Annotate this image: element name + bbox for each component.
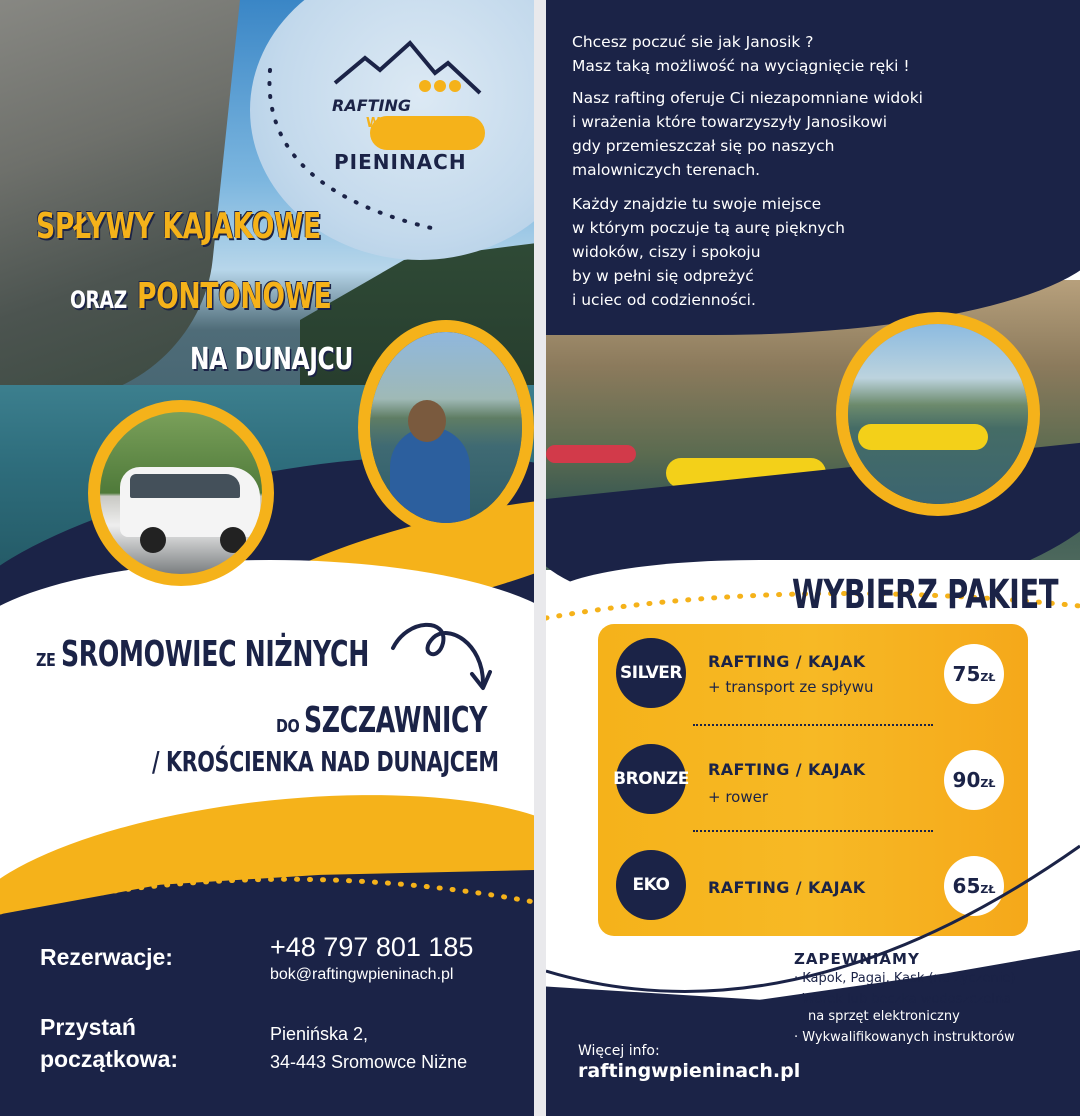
address-line2: 34-443 Sromowce Niżne xyxy=(270,1052,468,1072)
tier-badge-silver: SILVER xyxy=(616,638,686,708)
intro-text-line: malowniczych terenach. xyxy=(572,161,761,179)
intro-text-line: Chcesz poczuć sie jak Janosik ? xyxy=(572,33,814,51)
package-extra: + rower xyxy=(708,788,769,806)
guarantee-item-text: Kapok, Pagaj, Kask (na życzenie) xyxy=(802,971,1016,986)
price-badge-silver xyxy=(944,644,1004,704)
intro-paragraph-3 xyxy=(572,192,845,312)
logo-text-pieninach: PIENINACH xyxy=(334,150,467,174)
email-link[interactable]: bok@raftingwpieninach.pl xyxy=(270,966,454,983)
intro-text-line: widoków, ciszy i spokoju xyxy=(572,243,761,261)
headline-line3: NA DUNAJCU xyxy=(190,342,353,377)
packages-title: WYBIERZ PAKIET xyxy=(792,572,1059,618)
guarantee-item-continued: na sprzęt elektroniczny xyxy=(808,1009,960,1024)
guarantee-item: · Worek lub beczka wodoszczelna xyxy=(794,992,1012,1007)
footer-curve-line xyxy=(546,836,1080,1016)
intro-paragraph-2 xyxy=(572,86,923,182)
route-to-prefix: DO xyxy=(276,716,300,737)
package-separator xyxy=(693,830,933,832)
raft-scene xyxy=(848,324,1028,504)
kayaker-head xyxy=(408,400,446,442)
logo-text-rafting: RAFTING xyxy=(332,96,412,115)
start-point-label-line1: Przystań xyxy=(40,1014,136,1040)
headline-line2 xyxy=(70,276,400,317)
route-to xyxy=(276,700,534,741)
curly-arrow-icon xyxy=(388,618,498,698)
intro-text-line: w którym poczuje tą aurę pięknych xyxy=(572,219,845,237)
kayaker-photo xyxy=(358,320,534,535)
intro-text-line: i wrażenia które towarzyszyły Janosikowi xyxy=(572,113,887,131)
logo-raft-shape xyxy=(370,116,485,150)
kayaker-scene xyxy=(370,332,522,523)
guarantee-title: ZAPEWNIAMY xyxy=(794,950,920,968)
route-to-name: SZCZAWNICY xyxy=(303,700,487,741)
route-from-name: SROMOWIEC NIŻNYCH xyxy=(60,634,369,675)
intro-text-line: Nasz rafting oferuje Ci niezapomniane widoki xyxy=(572,89,923,107)
price-currency: ZŁ xyxy=(980,776,996,790)
guarantee-item: · Wykwalifikowanych instruktorów xyxy=(794,1030,1015,1045)
tier-badge-bronze: BRONZE xyxy=(616,744,686,814)
price-badge-bronze xyxy=(944,750,1004,810)
van-wheel xyxy=(140,527,166,553)
website-link[interactable]: raftingwpieninach.pl xyxy=(578,1060,801,1082)
start-point-label-line2: początkowa: xyxy=(40,1046,179,1072)
raft-boat xyxy=(858,424,988,450)
reservations-label: Rezerwacje: xyxy=(40,944,173,970)
left-flyer-panel xyxy=(0,0,534,1116)
address-line1: Pienińska 2, xyxy=(270,1024,369,1044)
package-name: RAFTING / KAJAK xyxy=(708,878,866,897)
route-to-alternative: / KROŚCIENKA NAD DUNAJCEM xyxy=(152,745,499,778)
more-info-label: Więcej info: xyxy=(578,1043,660,1059)
raft-photo xyxy=(836,312,1040,516)
intro-text-line: i uciec od codzienności. xyxy=(572,291,756,309)
van-window xyxy=(130,474,240,498)
footer-dotted-line xyxy=(0,862,534,922)
route-from-prefix: ZE xyxy=(36,650,56,671)
price-value: 75 xyxy=(952,662,981,686)
intro-text-line: Masz taką możliwość na wyciągnięcie ręki ! xyxy=(572,57,910,75)
phone-number[interactable]: +48 797 801 185 xyxy=(270,932,474,962)
right-flyer-panel xyxy=(546,0,1080,1116)
tier-badge-eko: EKO xyxy=(616,850,686,920)
guarantee-item: · Kapok, Pagaj, Kask (na życzenie) xyxy=(794,971,1016,986)
intro-text-line: by w pełni się odpreżyć xyxy=(572,267,754,285)
intro-text-line: Każdy znajdzie tu swoje miejsce xyxy=(572,195,822,213)
package-name: RAFTING / KAJAK xyxy=(708,652,866,671)
headline-line1: SPŁYWY KAJAKOWE xyxy=(36,206,321,247)
price-currency: ZŁ xyxy=(980,882,996,896)
red-kayak xyxy=(546,445,636,463)
rafting-logo xyxy=(330,38,490,178)
package-name: RAFTING / KAJAK xyxy=(708,760,866,779)
intro-text-line: gdy przemieszczał się po naszych xyxy=(572,137,835,155)
logo-text-w: W xyxy=(366,116,381,131)
guarantee-item-text: Wykwalifikowanych instruktorów xyxy=(802,1030,1015,1045)
headline-oraz: ORAZ xyxy=(70,286,127,314)
price-currency: ZŁ xyxy=(980,670,996,684)
headline-pontonowe: PONTONOWE xyxy=(137,276,332,317)
intro-paragraph-1 xyxy=(572,30,910,78)
package-separator xyxy=(693,724,933,726)
guarantee-item-text: Worek lub beczka wodoszczelna xyxy=(802,992,1012,1007)
price-value: 90 xyxy=(952,768,981,792)
price-value: 65 xyxy=(952,874,981,898)
van-wheel xyxy=(220,527,246,553)
package-extra: + transport ze spływu xyxy=(708,678,874,696)
kayaker-figure xyxy=(390,427,470,527)
van-photo xyxy=(88,400,274,586)
